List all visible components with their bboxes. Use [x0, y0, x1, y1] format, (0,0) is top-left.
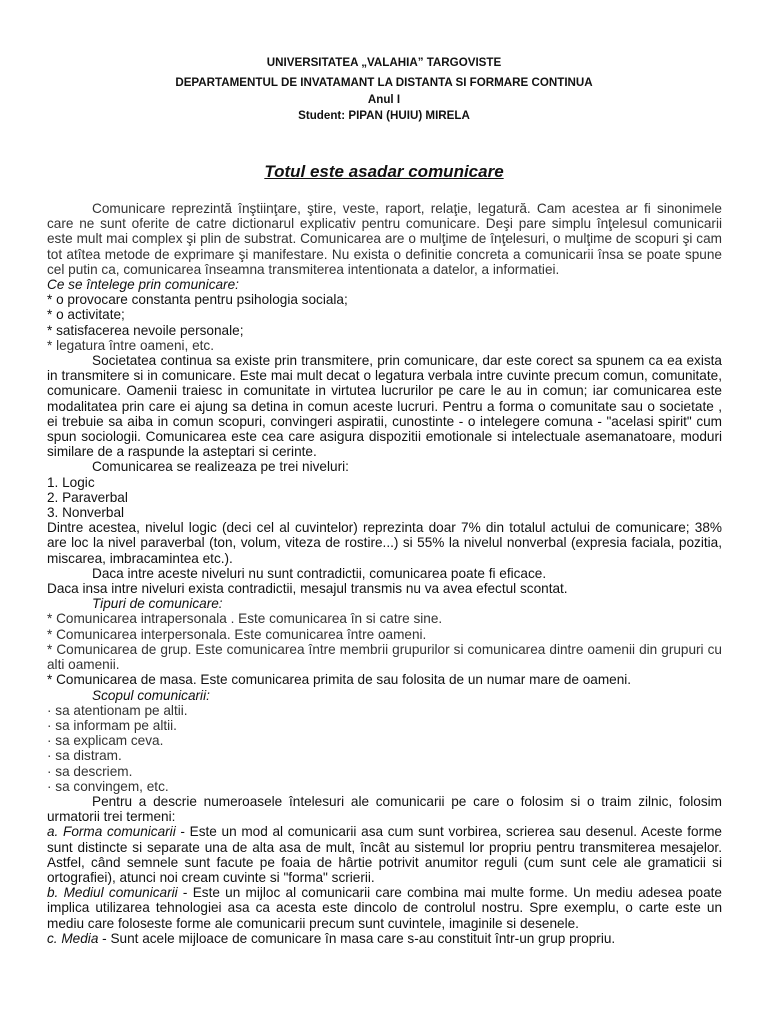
- list-item: * o activitate;: [47, 307, 125, 323]
- types-heading: Tipuri de comunicare:: [92, 596, 223, 612]
- goal-item: · sa informam pe altii.: [47, 717, 177, 733]
- term-media-label: c. Media: [47, 930, 99, 946]
- level-item: 3. Nonverbal: [47, 505, 125, 521]
- term-medium-text: - Este un mijloc al comunicarii care combina mai multe forme. Un mediu adesea poate implica utilizarea tehnologiei asa ca acesta este dincolo de controlul nostru. Spre exemplu, o carte este un mediu care foloseste forme ale comunicarii precum sunt cuvintele, imaginile si desenele.: [47, 885, 722, 931]
- list-item: * satisfacerea nevoile personale;: [47, 322, 244, 338]
- term-form-label: a. Forma comunicarii: [47, 824, 176, 840]
- goals-heading: Scopul comunicarii:: [92, 687, 210, 703]
- paragraph-terms-intro: Pentru a descrie numeroasele întelesuri ale comunicarii pe care o folosim si o traim zilnic, folosim urmatorii trei termeni:: [47, 793, 722, 825]
- type-item: * Comunicarea de masa. Este comunicarea primita de sau folosita de un numar mare de oameni.: [47, 672, 632, 688]
- term-media-text: - Sunt acele mijloace de comunicare în masa care s-au constituit într-un grup propriu.: [98, 930, 616, 946]
- paragraph-percentages: Dintre acestea, nivelul logic (deci cel al cuvintelor) reprezinta doar 7% din totalul actului de comunicare; 38% are loc la nivel paraverbal (ton, volum, viteza de rostire...) si 55% la nivelul nonverbal (expresia faciala, pozitia, miscarea, imbracamintea etc.).: [47, 520, 722, 566]
- term-form: [47, 824, 722, 885]
- term-medium: [47, 885, 722, 931]
- paragraph-contradiction: Daca insa intre niveluri exista contradictii, mesajul transmis nu va avea efectul scontat.: [47, 581, 568, 597]
- list-item: * legatura între oameni, etc.: [47, 337, 214, 353]
- goal-item: · sa atentionam pe altii.: [47, 702, 188, 718]
- term-media: [47, 931, 722, 946]
- type-item: * Comunicarea intrapersonala . Este comunicarea în si catre sine.: [47, 611, 443, 627]
- document-body: [47, 201, 722, 946]
- paragraph-levels-intro: Comunicarea se realizeaza pe trei niveluri:: [92, 459, 349, 475]
- header-department: DEPARTAMENTUL DE INVATAMANT LA DISTANTA SI FORMARE CONTINUA: [175, 76, 593, 89]
- document-title: Totul este asadar comunicare: [264, 162, 504, 181]
- type-item: * Comunicarea de grup. Este comunicarea între membrii grupurilor si comunicarea dintre oamenii din grupuri cu alti oamenii.: [47, 641, 722, 673]
- level-item: 1. Logic: [47, 474, 95, 490]
- term-form-text: - Este un mod al comunicarii asa cum sunt vorbirea, scrierea sau desenul. Aceste forme sunt distincte si separate una de alta asa de mult, încât au sistemul lor propriu pentru transmiterea mesajelor. Astfel, când semnele sunt facute pe foaia de hârtie potrivit anumitor reguli (cum sunt cele ale gramaticii si ortografiei), atunci noi cream cuvinte si "forma" scrierii.: [47, 824, 722, 885]
- level-item: 2. Paraverbal: [47, 489, 128, 505]
- paragraph-society: Societatea continua sa existe prin transmitere, prin comunicare, dar este corect sa spunem ca ea exista in transmitere si in comunicare. Este mai mult decat o legatura verbala intre cuvinte precum comun, comunitate, comunicare. Oamenii traiesc in comunitate in virtutea lucrurilor pe care le au in comun; iar comunicarea este modalitatea prin care ei ajung sa detina in comun aceste lucruri. Pentru a forma o comunitate sau o societate , ei trebuie sa aiba in comun scopuri, convingeri aspiratii, cunostinte - o intelegere comuna - "acelasi spirit" cum spun sociologii. Comunicarea este cea care asigura dispozitii emotionale si intelectuale asemanatoare, moduri similare de a raspunde la asteptari si cerinte.: [47, 353, 722, 460]
- header-university: UNIVERSITATEA „VALAHIA” TARGOVISTE: [266, 56, 502, 69]
- term-medium-label: b. Mediul comunicarii: [47, 885, 178, 901]
- question-heading: Ce se întelege prin comunicare:: [47, 277, 239, 293]
- list-item: * o provocare constanta pentru psihologia sociala;: [47, 292, 348, 308]
- goal-item: · sa descriem.: [47, 763, 133, 779]
- goal-item: · sa convingem, etc.: [47, 778, 169, 794]
- type-item: * Comunicarea interpersonala. Este comunicarea între oameni.: [47, 626, 427, 642]
- header-student: Student: PIPAN (HUIU) MIRELA: [298, 109, 470, 122]
- goal-item: · sa explicam ceva.: [47, 733, 164, 749]
- paragraph-no-contradiction: Daca intre aceste niveluri nu sunt contradictii, comunicarea poate fi eficace.: [92, 565, 547, 581]
- paragraph-intro: Comunicare reprezintă înştiinţare, ştire, veste, raport, relaţie, legatură. Cam acestea ar fi sinonimele care ne sunt oferite de catre dictionarul explicativ pentru comunicare. Deşi pare simplu înţelesul comunicarii este mult mai complex şi plin de substrat. Comunicarea are o mulţime de înţelesuri, o mulţime de scopuri şi cam tot atîtea metode de exprimare şi manifestare. Nu exista o definitie concreta a comunicarii însa se poate spune cel putin ca, comunicarea înseamna transmiterea intentionata a datelor, a informatiei.: [47, 201, 722, 277]
- goal-item: · sa distram.: [47, 748, 122, 764]
- header-year: Anul I: [367, 93, 401, 106]
